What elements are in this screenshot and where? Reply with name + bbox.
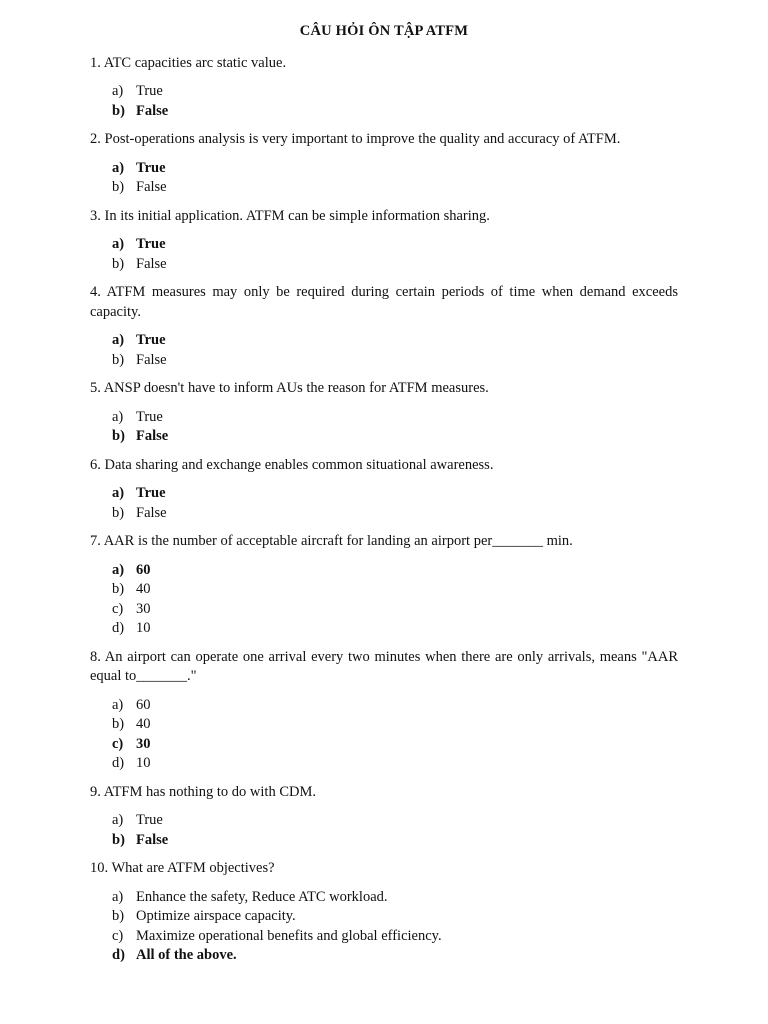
question-text: 9. ATFM has nothing to do with CDM. xyxy=(90,783,316,800)
option-letter: a) xyxy=(112,812,124,828)
document-page xyxy=(90,22,678,975)
answer-option xyxy=(112,715,678,735)
answer-option-correct xyxy=(112,484,678,504)
option-letter: c) xyxy=(112,927,124,944)
question-text: 2. Post-operations analysis is very important to improve the quality and accuracy of ATFM. xyxy=(90,131,621,147)
option-text: 30 xyxy=(136,600,151,617)
option-text: 60 xyxy=(136,696,151,713)
answer-option-correct xyxy=(112,561,678,581)
answer-option xyxy=(112,255,678,275)
option-text: Optimize airspace capacity. xyxy=(136,908,296,924)
answer-option-correct xyxy=(112,946,678,966)
option-letter: b) xyxy=(112,255,125,272)
option-letter: b) xyxy=(112,581,125,597)
option-text: True xyxy=(136,332,166,348)
option-text: Maximize operational benefits and global efficiency. xyxy=(136,927,442,944)
option-letter: a) xyxy=(112,83,124,99)
answer-option-correct xyxy=(112,831,678,851)
answer-options xyxy=(90,811,678,850)
answer-option xyxy=(112,580,678,600)
option-letter: a) xyxy=(112,561,125,578)
answer-options xyxy=(90,484,678,523)
question-block xyxy=(90,648,678,774)
answer-option xyxy=(112,907,678,927)
option-letter: d) xyxy=(112,947,125,963)
question-block xyxy=(90,859,678,966)
option-text: Enhance the safety, Reduce ATC workload. xyxy=(136,888,388,905)
option-letter: a) xyxy=(112,485,125,501)
answer-options xyxy=(90,696,678,774)
answer-option-correct xyxy=(112,235,678,255)
question-text: 3. In its initial application. ATFM can be simple information sharing. xyxy=(90,207,490,224)
option-letter: b) xyxy=(112,908,125,924)
option-text: False xyxy=(136,255,167,272)
option-text: 10 xyxy=(136,755,151,771)
question-block xyxy=(90,379,678,447)
question-block xyxy=(90,532,678,639)
answer-option xyxy=(112,504,678,524)
answer-option xyxy=(112,754,678,774)
question-block xyxy=(90,283,678,370)
option-text: True xyxy=(136,159,166,176)
answer-option xyxy=(112,927,678,947)
option-text: False xyxy=(136,504,167,521)
answer-option-correct xyxy=(112,102,678,122)
question-text: 7. AAR is the number of acceptable aircraft for landing an airport per_______ min. xyxy=(90,533,573,549)
answer-options xyxy=(90,331,678,370)
option-text: 30 xyxy=(136,735,151,752)
answer-option xyxy=(112,351,678,371)
option-letter: a) xyxy=(112,888,124,905)
option-letter: b) xyxy=(112,428,125,444)
option-letter: b) xyxy=(112,179,125,195)
option-letter: d) xyxy=(112,620,125,636)
option-text: 40 xyxy=(136,716,151,732)
answer-option-correct xyxy=(112,735,678,755)
question-text: 1. ATC capacities arc static value. xyxy=(90,54,287,71)
answer-options xyxy=(90,159,678,198)
option-text: 60 xyxy=(136,561,151,578)
option-letter: c) xyxy=(112,600,124,617)
question-text: 8. An airport can operate one arrival every two minutes when there are only arrivals, means "AAR equal to_______." xyxy=(90,648,678,684)
question-block xyxy=(90,783,678,851)
answer-option xyxy=(112,82,678,102)
option-text: False xyxy=(136,179,167,195)
option-letter: b) xyxy=(112,716,125,732)
option-text: True xyxy=(136,236,166,252)
option-letter: c) xyxy=(112,735,124,752)
option-text: 10 xyxy=(136,620,151,636)
question-list xyxy=(90,54,678,966)
option-letter: a) xyxy=(112,236,125,252)
option-text: 40 xyxy=(136,581,151,597)
question-text: 10. What are ATFM objectives? xyxy=(90,860,275,876)
option-letter: a) xyxy=(112,696,124,713)
option-letter: b) xyxy=(112,504,125,521)
option-letter: b) xyxy=(112,351,125,368)
answer-options xyxy=(90,888,678,966)
option-text: True xyxy=(136,812,163,828)
answer-option xyxy=(112,811,678,831)
option-text: False xyxy=(136,428,169,444)
question-block xyxy=(90,207,678,275)
option-text: False xyxy=(136,102,169,119)
answer-option xyxy=(112,178,678,198)
question-text: 5. ANSP doesn't have to inform AUs the reason for ATFM measures. xyxy=(90,380,489,396)
answer-option-correct xyxy=(112,159,678,179)
answer-options xyxy=(90,82,678,121)
question-text: 4. ATFM measures may only be required during certain periods of time when demand exceeds capacity. xyxy=(90,284,678,320)
option-text: True xyxy=(136,408,163,425)
question-text: 6. Data sharing and exchange enables common situational awareness. xyxy=(90,456,494,473)
option-text: False xyxy=(136,831,169,848)
option-letter: a) xyxy=(112,159,125,176)
answer-option xyxy=(112,888,678,908)
option-letter: b) xyxy=(112,831,125,848)
question-block xyxy=(90,54,678,122)
answer-options xyxy=(90,561,678,639)
option-letter: a) xyxy=(112,332,125,348)
document-title: CÂU HỎI ÔN TẬP ATFM xyxy=(299,23,469,39)
answer-option xyxy=(112,408,678,428)
answer-options xyxy=(90,408,678,447)
answer-option xyxy=(112,600,678,620)
question-block xyxy=(90,456,678,524)
answer-option-correct xyxy=(112,331,678,351)
option-text: True xyxy=(136,83,163,99)
answer-option-correct xyxy=(112,427,678,447)
answer-option xyxy=(112,696,678,716)
option-letter: b) xyxy=(112,102,125,119)
option-letter: a) xyxy=(112,408,124,425)
question-block xyxy=(90,130,678,198)
option-text: All of the above. xyxy=(136,947,237,963)
option-letter: d) xyxy=(112,755,125,771)
answer-options xyxy=(90,235,678,274)
option-text: False xyxy=(136,351,167,368)
answer-option xyxy=(112,619,678,639)
option-text: True xyxy=(136,485,166,501)
